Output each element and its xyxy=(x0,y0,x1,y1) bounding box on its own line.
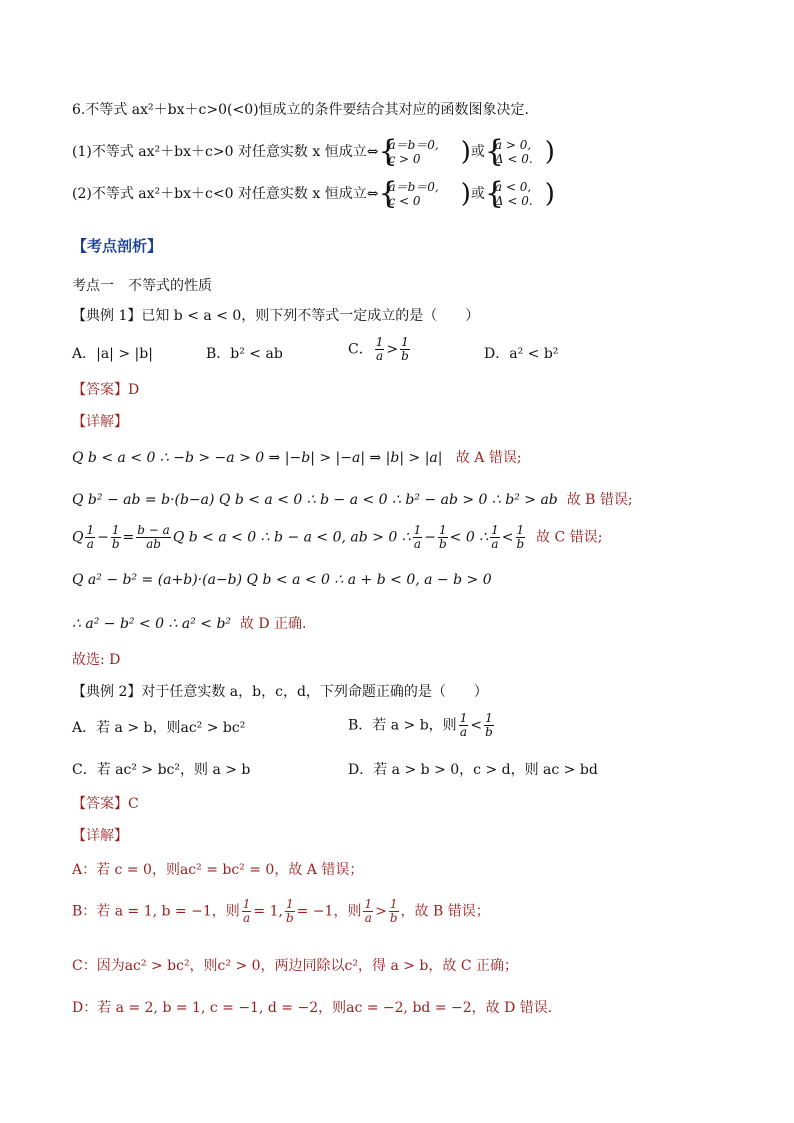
ex1-step-4: Q a² − b² = (a+b)·(a−b) Q b < a < 0 ∴ a + b < 0, a − b > 0 xyxy=(72,572,492,588)
ex1-step-5: ∴ a² − b² < 0 ∴ a² < b² 故 D 正确. xyxy=(72,616,307,632)
case2-prefix: (2)不等式 ax²＋bx＋c<0 对任意实数 x 恒成立⇔ xyxy=(72,186,379,202)
ex2-detail-d: D：若 a = 2, b = 1, c = −1, d = −2，则ac = −2, bd = −2，故 D 错误. xyxy=(72,1000,553,1016)
intro-case-1: (1)不等式 ax²＋bx＋c>0 对任意实数 x 恒成立⇔ { a＝b＝0, c > 0 )或 { a > 0, Δ < 0. ) xyxy=(72,138,555,166)
case1-system-1: { a＝b＝0, c > 0 xyxy=(380,138,438,166)
case1-system-2: { a > 0, Δ < 0. xyxy=(487,138,533,166)
ex1-option-c: C． $\frac{1}{a}$ > $\frac{1}{b}$ xyxy=(348,335,409,363)
ex2-option-d: D．若 a > b > 0，c > d，则 ac > bd xyxy=(348,762,598,778)
ex2-detail-title: 【详解】 xyxy=(72,828,128,844)
ex2-detail-b: B：若 a = 1, b = −1，则 $\frac{1}{a}$ = 1, $\frac{1}{b}$ = −1，则 $\frac{1}{a}$ > $\frac{1}{b}$ ，故 B 错误； xyxy=(72,897,490,925)
ex1-option-b: B．b² < ab xyxy=(206,346,283,362)
example-2-stem: 【典例 2】对于任意实数 a，b，c，d，下列命题正确的是（ ） xyxy=(72,684,488,700)
topic-1-heading: 考点一 不等式的性质 xyxy=(72,278,212,294)
case1-or: 或 xyxy=(470,144,485,160)
case2-or: 或 xyxy=(470,186,485,202)
ex1-answer: 【答案】D xyxy=(72,382,140,398)
case1-prefix: (1)不等式 ax²＋bx＋c>0 对任意实数 x 恒成立⇔ xyxy=(72,144,379,160)
section-title: 【考点剖析】 xyxy=(72,237,163,255)
intro-case-2: (2)不等式 ax²＋bx＋c<0 对任意实数 x 恒成立⇔ { a＝b＝0, c < 0 )或 { a < 0, Δ < 0. ) xyxy=(72,180,555,208)
ex2-detail-c: C：因为ac² > bc²，则c² > 0，两边同除以c²，得 a > b，故 C 正确； xyxy=(72,958,519,974)
ex2-detail-a: A：若 c = 0，则ac² = bc² = 0，故 A 错误； xyxy=(72,862,364,878)
ex1-step-3: Q $\frac{1}{a}$ − $\frac{1}{b}$ = $\frac{b - a}{ab}$ Q b < a < 0 ∴ b − a < 0, ab > 0 ∴ $\frac{1}{a}$ − $\frac{1}{b}$ < 0 ∴ $\frac{1}{a}$ < $\frac{1}{b}$ 故 C 错误; xyxy=(72,523,603,551)
ex2-answer: 【答案】C xyxy=(72,796,139,812)
ex2-option-a: A．若 a > b，则ac² > bc² xyxy=(72,720,246,736)
ex1-detail-title: 【详解】 xyxy=(72,414,128,430)
ex1-step-1: Q b < a < 0 ∴ −b > −a > 0 ⇒ |−b| > |−a| ⇒ |b| > |a| 故 A 错误; xyxy=(72,450,522,466)
ex1-step-2: Q b² − ab = b·(b−a) Q b < a < 0 ∴ b − a < 0 ∴ b² − ab > 0 ∴ b² > ab 故 B 错误; xyxy=(72,492,633,508)
ex1-option-d: D．a² < b² xyxy=(484,346,559,362)
ex2-option-c: C．若 ac² > bc²，则 a > b xyxy=(72,762,251,778)
example-1-stem: 【典例 1】已知 b < a < 0，则下列不等式一定成立的是（ ） xyxy=(72,308,480,324)
ex2-option-b: B．若 a > b，则 $\frac{1}{a}$ < $\frac{1}{b}$ xyxy=(348,711,493,739)
case2-system-2: { a < 0, Δ < 0. xyxy=(487,180,533,208)
case2-system-1: { a＝b＝0, c < 0 xyxy=(380,180,438,208)
ex1-option-a: A．|a| > |b| xyxy=(72,346,153,362)
intro-line-6: 6.不等式 ax²＋bx＋c>0(<0)恒成立的条件要结合其对应的函数图象决定. xyxy=(72,102,530,118)
ex1-choose: 故选: D xyxy=(72,652,121,668)
